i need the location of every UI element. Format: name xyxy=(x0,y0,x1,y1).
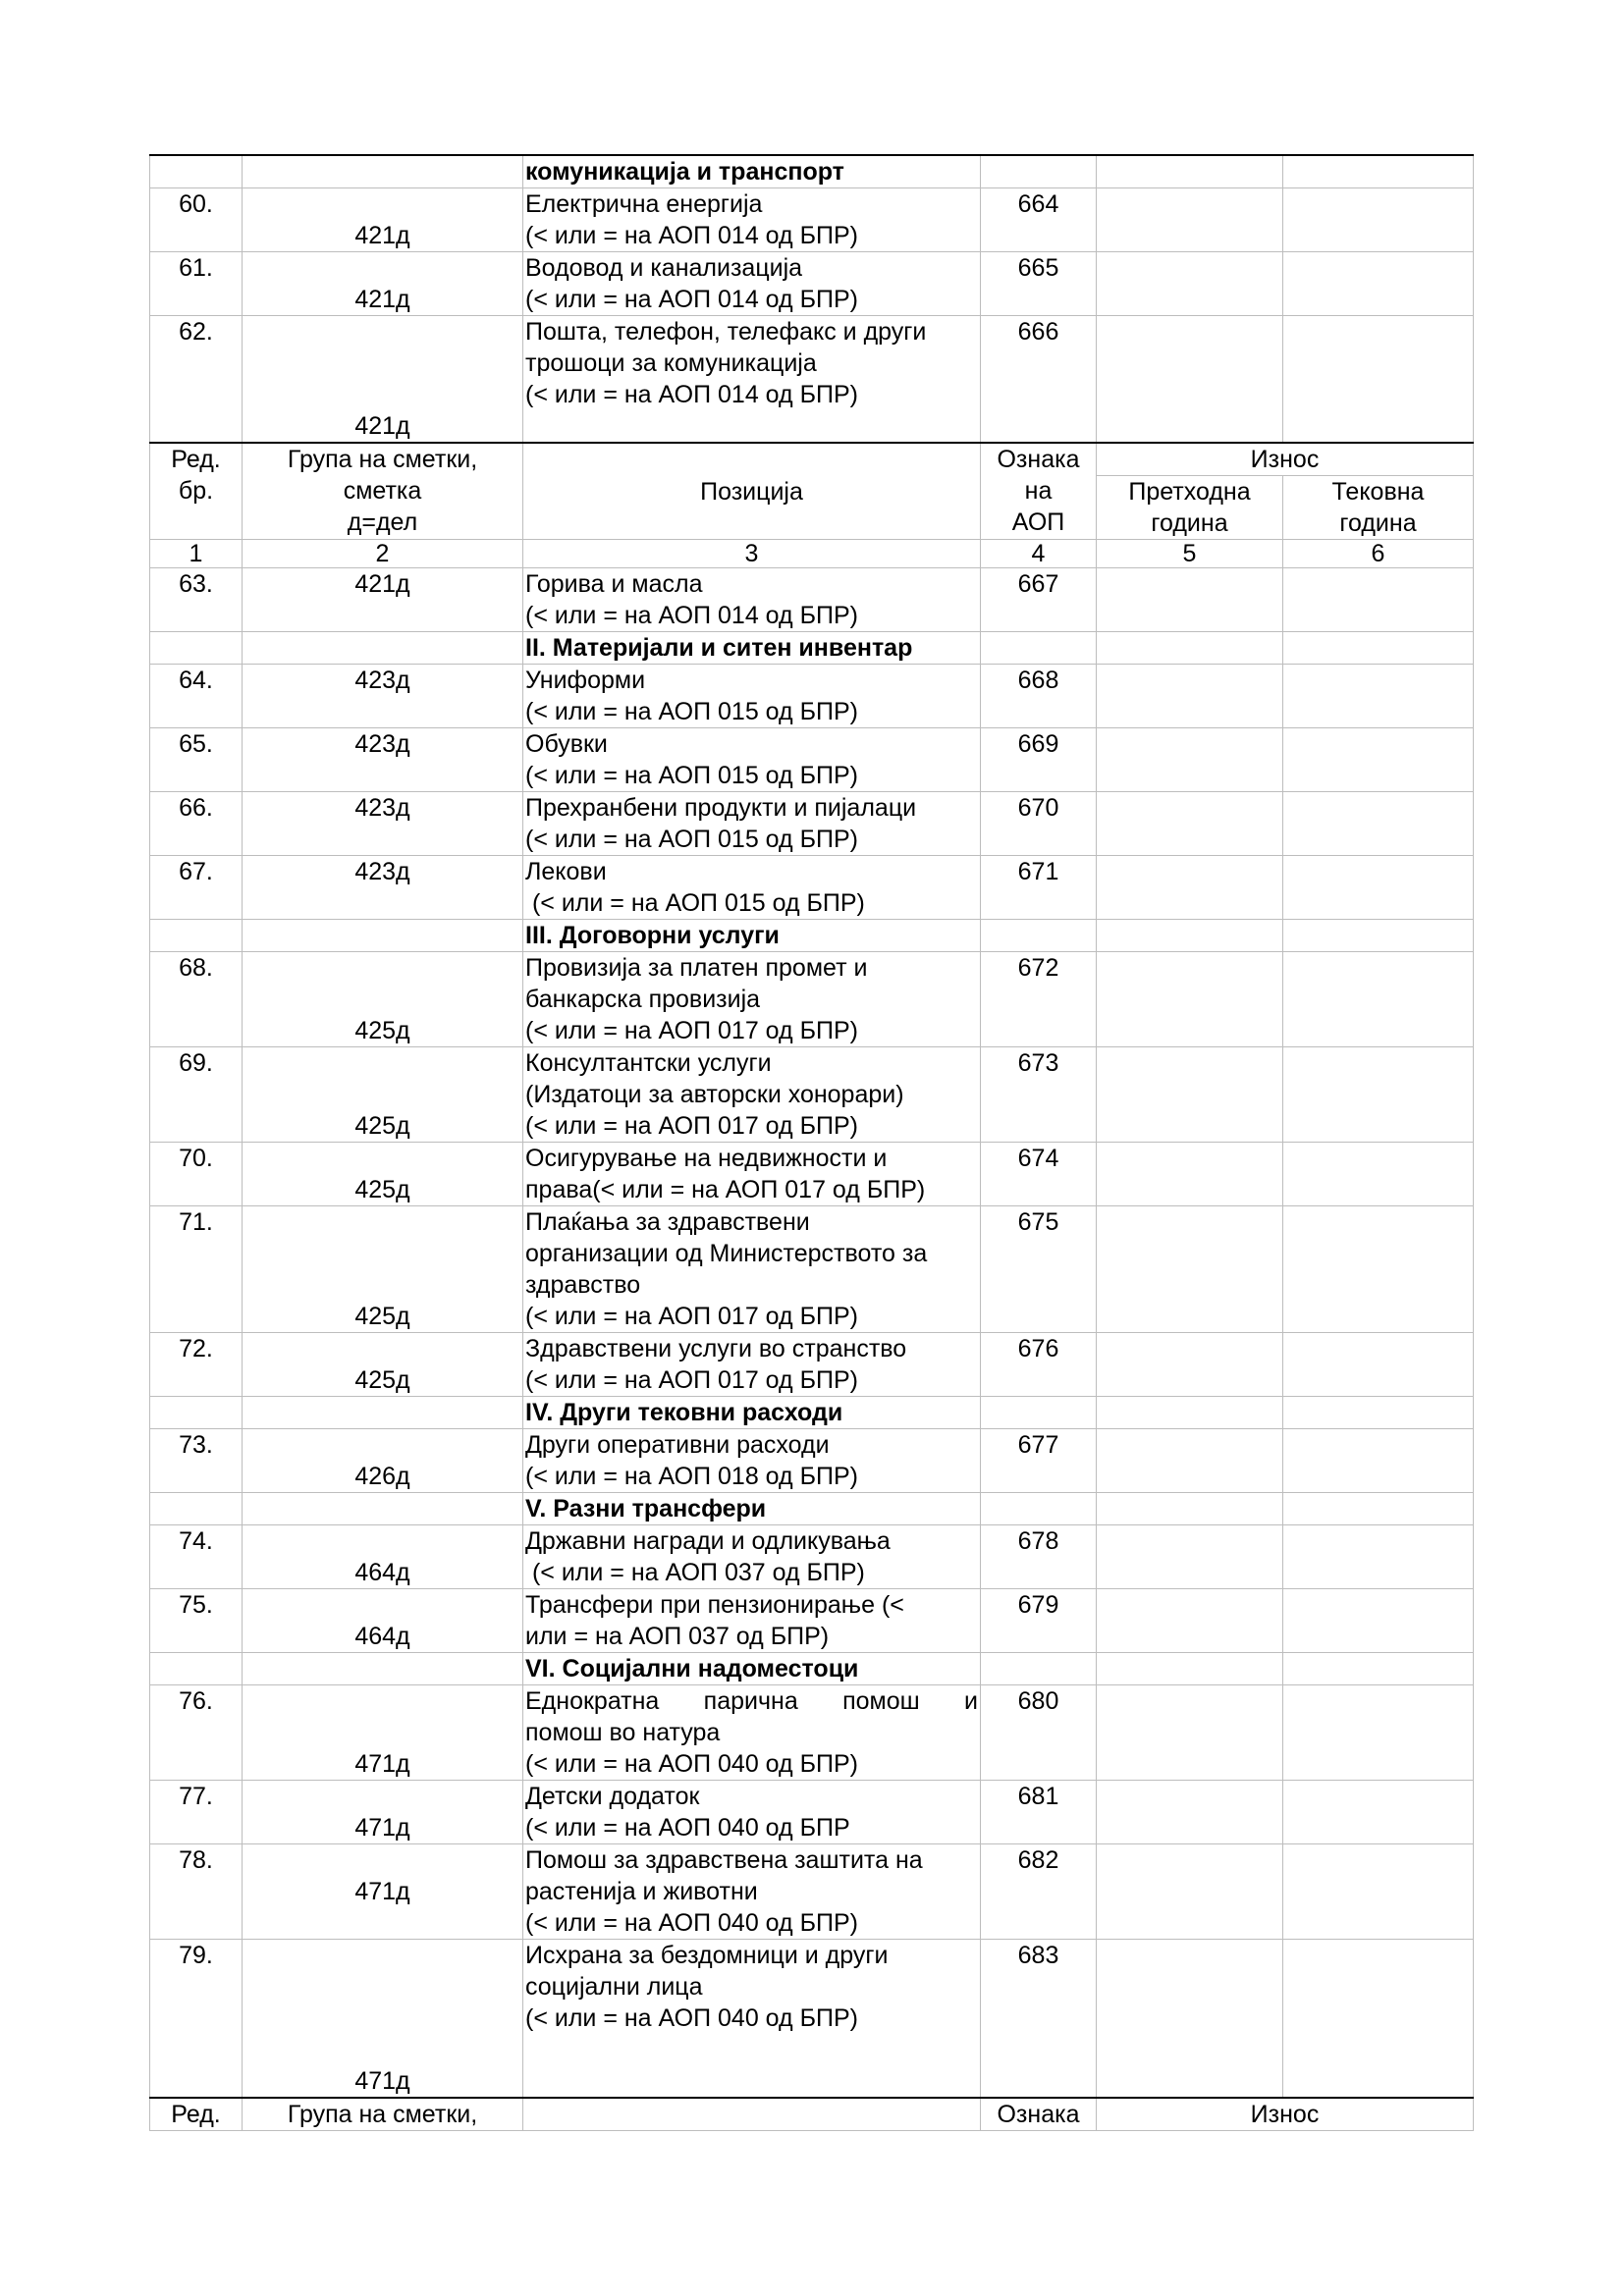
text-line: Други оперативни расходи xyxy=(525,1431,830,1459)
aop-cell xyxy=(981,1493,1097,1525)
position-text xyxy=(523,728,981,792)
next-page-header-row xyxy=(150,2098,1474,2131)
account-group: 423д xyxy=(243,728,523,792)
row-number-cell xyxy=(150,155,243,188)
text-line: на xyxy=(1024,477,1053,505)
text-line: права(< или = на АОП 017 од БПР) xyxy=(525,1176,926,1203)
table-row xyxy=(150,1206,1474,1333)
text-line: Здравствени услуги во странство xyxy=(525,1335,907,1362)
text-line: (< или = на АОП 014 од БПР) xyxy=(525,381,858,408)
text-line: бр. xyxy=(178,477,214,505)
aop-code: 674 xyxy=(981,1143,1097,1206)
table-row xyxy=(150,1940,1474,2099)
header-aop xyxy=(981,443,1097,540)
account-group: 423д xyxy=(243,792,523,856)
text-line: година xyxy=(1339,509,1417,537)
account-group: 471д xyxy=(243,1781,523,1844)
aop-code: 676 xyxy=(981,1333,1097,1397)
text-line: АОП xyxy=(1011,508,1065,536)
prev-year-cell xyxy=(1097,316,1283,444)
text-line: Лекови xyxy=(525,858,607,885)
prev-year-cell xyxy=(1097,1844,1283,1940)
row-number: 77. xyxy=(150,1781,243,1844)
row-number: 66. xyxy=(150,792,243,856)
footer-position xyxy=(523,2098,981,2131)
position-text xyxy=(523,1685,981,1781)
row-number: 71. xyxy=(150,1206,243,1333)
aop-cell xyxy=(981,632,1097,665)
position-text xyxy=(523,1206,981,1333)
header-previous-year xyxy=(1097,476,1283,540)
current-year-cell xyxy=(1283,1493,1474,1525)
aop-code: 683 xyxy=(981,1940,1097,2099)
text-line: Претходна xyxy=(1128,478,1251,506)
text-line: (< или = на АОП 015 од БПР) xyxy=(525,826,858,853)
position-text xyxy=(523,792,981,856)
header-current-year xyxy=(1283,476,1474,540)
column-number: 5 xyxy=(1097,540,1283,568)
aop-cell xyxy=(981,155,1097,188)
aop-cell xyxy=(981,1397,1097,1429)
header-position: Позиција xyxy=(523,443,981,540)
text-line: (< или = на АОП 014 од БПР) xyxy=(525,602,858,629)
prev-year-cell xyxy=(1097,1143,1283,1206)
prev-year-cell xyxy=(1097,920,1283,952)
text-line: помош во натура xyxy=(525,1719,721,1746)
text-line: д=дел xyxy=(347,508,418,536)
text-line: (< или = на АОП 040 од БПР xyxy=(525,1814,850,1842)
table-row xyxy=(150,1844,1474,1940)
account-group: 471д xyxy=(243,1844,523,1940)
position-text xyxy=(523,1143,981,1206)
current-year-cell xyxy=(1283,665,1474,728)
account-group: 423д xyxy=(243,856,523,920)
account-group: 471д xyxy=(243,1940,523,2099)
section-row xyxy=(150,632,1474,665)
table-row xyxy=(150,316,1474,444)
row-number-cell xyxy=(150,1397,243,1429)
prev-year-cell xyxy=(1097,632,1283,665)
row-number-cell xyxy=(150,1493,243,1525)
row-number: 75. xyxy=(150,1589,243,1653)
prev-year-cell xyxy=(1097,1397,1283,1429)
account-group: 464д xyxy=(243,1525,523,1589)
text-line: Плаќања за здравствени xyxy=(525,1208,810,1236)
table-row xyxy=(150,568,1474,632)
text-line: Ред. xyxy=(171,446,221,473)
aop-code: 682 xyxy=(981,1844,1097,1940)
current-year-cell xyxy=(1283,316,1474,444)
text-line: здравство xyxy=(525,1271,641,1299)
text-line: (< или = на АОП 017 од БПР) xyxy=(525,1366,858,1394)
footer-account-group: Група на сметки, xyxy=(243,2098,523,2131)
position-text xyxy=(523,1781,981,1844)
prev-year-cell xyxy=(1097,952,1283,1047)
text-line: Помош за здравствена заштита на xyxy=(525,1846,923,1874)
row-number: 61. xyxy=(150,252,243,316)
text-line: (< или = на АОП 040 од БПР) xyxy=(525,1750,858,1778)
text-line: Униформи xyxy=(525,667,646,694)
position-text xyxy=(523,252,981,316)
position-text xyxy=(523,1525,981,1589)
account-cell xyxy=(243,1397,523,1429)
prev-year-cell xyxy=(1097,1940,1283,2099)
current-year-cell xyxy=(1283,1844,1474,1940)
account-group: 471д xyxy=(243,1685,523,1781)
aop-code: 672 xyxy=(981,952,1097,1047)
position-text xyxy=(523,188,981,252)
account-cell xyxy=(243,1493,523,1525)
aop-code: 671 xyxy=(981,856,1097,920)
text-line: (< или = на АОП 017 од БПР) xyxy=(525,1112,858,1140)
text-line: Исхрана за бездомници и други xyxy=(525,1942,889,1969)
text-line: (< или = на АОП 017 од БПР) xyxy=(525,1017,858,1044)
position-text xyxy=(523,1047,981,1143)
prev-year-cell xyxy=(1097,792,1283,856)
aop-code: 669 xyxy=(981,728,1097,792)
current-year-cell xyxy=(1283,1685,1474,1781)
text-line: (Издатоци за авторски хонорари) xyxy=(525,1081,904,1108)
section-title: комуникација и транспорт xyxy=(523,155,981,188)
expense-table xyxy=(149,154,1474,2131)
text-line: (< или = на АОП 015 од БПР) xyxy=(525,762,858,789)
table-row xyxy=(150,1143,1474,1206)
text-line: трошоци за комуникација xyxy=(525,349,817,377)
row-number: 69. xyxy=(150,1047,243,1143)
text-line xyxy=(525,410,978,442)
current-year-cell xyxy=(1283,728,1474,792)
section-row xyxy=(150,1397,1474,1429)
table-row xyxy=(150,792,1474,856)
text-line: Државни награди и одликувања xyxy=(525,1527,891,1555)
account-group: 425д xyxy=(243,1047,523,1143)
prev-year-cell xyxy=(1097,1781,1283,1844)
current-year-cell xyxy=(1283,1206,1474,1333)
row-number-cell xyxy=(150,1653,243,1685)
header-amount: Износ xyxy=(1097,443,1474,476)
text-line: Прехранбени продукти и пијалаци xyxy=(525,794,917,822)
column-number: 3 xyxy=(523,540,981,568)
table-row xyxy=(150,1525,1474,1589)
current-year-cell xyxy=(1283,1047,1474,1143)
table-row xyxy=(150,665,1474,728)
footer-aop: Ознака xyxy=(981,2098,1097,2131)
row-number: 79. xyxy=(150,1940,243,2099)
text-line: социјални лица xyxy=(525,1973,703,2001)
column-header-row xyxy=(150,443,1474,476)
text-line: Електрична енергија xyxy=(525,190,763,218)
prev-year-cell xyxy=(1097,856,1283,920)
section-row xyxy=(150,155,1474,188)
current-year-cell xyxy=(1283,1143,1474,1206)
prev-year-cell xyxy=(1097,728,1283,792)
text-line: (< или = на АОП 040 од БПР) xyxy=(525,1909,858,1937)
aop-code: 665 xyxy=(981,252,1097,316)
prev-year-cell xyxy=(1097,188,1283,252)
account-group: 421д xyxy=(243,252,523,316)
account-cell xyxy=(243,920,523,952)
current-year-cell xyxy=(1283,155,1474,188)
text-line: (< или = на АОП 014 од БПР) xyxy=(525,286,858,313)
text-line: банкарска провизија xyxy=(525,986,761,1013)
text-line: или = на АОП 037 од БПР) xyxy=(525,1623,830,1650)
position-text xyxy=(523,316,981,444)
current-year-cell xyxy=(1283,920,1474,952)
current-year-cell xyxy=(1283,252,1474,316)
row-number-cell xyxy=(150,920,243,952)
text-line: Тековна xyxy=(1331,478,1425,506)
aop-code: 678 xyxy=(981,1525,1097,1589)
row-number: 70. xyxy=(150,1143,243,1206)
current-year-cell xyxy=(1283,1589,1474,1653)
aop-cell xyxy=(981,920,1097,952)
aop-code: 667 xyxy=(981,568,1097,632)
text-line: Детски додаток xyxy=(525,1783,700,1810)
prev-year-cell xyxy=(1097,1333,1283,1397)
current-year-cell xyxy=(1283,568,1474,632)
prev-year-cell xyxy=(1097,1525,1283,1589)
account-group: 425д xyxy=(243,952,523,1047)
prev-year-cell xyxy=(1097,155,1283,188)
section-row xyxy=(150,920,1474,952)
account-group: 425д xyxy=(243,1143,523,1206)
text-line: Обувки xyxy=(525,730,608,758)
aop-cell xyxy=(981,1653,1097,1685)
prev-year-cell xyxy=(1097,1206,1283,1333)
account-group: 421д xyxy=(243,316,523,444)
current-year-cell xyxy=(1283,1397,1474,1429)
account-cell xyxy=(243,632,523,665)
table-row xyxy=(150,856,1474,920)
prev-year-cell xyxy=(1097,665,1283,728)
prev-year-cell xyxy=(1097,1589,1283,1653)
table-body xyxy=(150,155,1474,2131)
prev-year-cell xyxy=(1097,1047,1283,1143)
aop-code: 666 xyxy=(981,316,1097,444)
account-cell xyxy=(243,1653,523,1685)
column-number: 2 xyxy=(243,540,523,568)
text-line: Еднократна парична помош и xyxy=(525,1687,978,1715)
prev-year-cell xyxy=(1097,1653,1283,1685)
aop-code: 681 xyxy=(981,1781,1097,1844)
aop-code: 673 xyxy=(981,1047,1097,1143)
account-group: 421д xyxy=(243,188,523,252)
text-line: Пошта, телефон, телефакс и други xyxy=(525,318,927,346)
text-line xyxy=(525,2065,978,2097)
table-row xyxy=(150,1589,1474,1653)
row-number: 62. xyxy=(150,316,243,444)
text-line: (< или = на АОП 017 од БПР) xyxy=(525,1303,858,1330)
column-number: 4 xyxy=(981,540,1097,568)
account-group: 464д xyxy=(243,1589,523,1653)
current-year-cell xyxy=(1283,1940,1474,2099)
account-group: 425д xyxy=(243,1206,523,1333)
aop-code: 664 xyxy=(981,188,1097,252)
section-title: IV. Други тековни расходи xyxy=(523,1397,981,1429)
prev-year-cell xyxy=(1097,1685,1283,1781)
current-year-cell xyxy=(1283,1781,1474,1844)
position-text xyxy=(523,1844,981,1940)
footer-amount: Износ xyxy=(1097,2098,1474,2131)
table-row xyxy=(150,188,1474,252)
text-line: (< или = на АОП 040 од БПР) xyxy=(525,2004,858,2032)
aop-code: 670 xyxy=(981,792,1097,856)
section-title: VI. Социјални надоместоци xyxy=(523,1653,981,1685)
table-row xyxy=(150,1333,1474,1397)
text-line: (< или = на АОП 015 од БПР) xyxy=(525,889,865,917)
row-number: 63. xyxy=(150,568,243,632)
current-year-cell xyxy=(1283,632,1474,665)
account-group: 425д xyxy=(243,1333,523,1397)
text-line: Консултантски услуги xyxy=(525,1049,772,1077)
table-row xyxy=(150,1781,1474,1844)
aop-code: 677 xyxy=(981,1429,1097,1493)
text-line: (< или = на АОП 037 од БПР) xyxy=(525,1559,865,1586)
current-year-cell xyxy=(1283,792,1474,856)
current-year-cell xyxy=(1283,1525,1474,1589)
row-number: 67. xyxy=(150,856,243,920)
aop-code: 675 xyxy=(981,1206,1097,1333)
row-number: 76. xyxy=(150,1685,243,1781)
account-group: 426д xyxy=(243,1429,523,1493)
text-line: Група на сметки, xyxy=(287,446,478,473)
column-number-row xyxy=(150,540,1474,568)
account-group: 423д xyxy=(243,665,523,728)
section-row xyxy=(150,1493,1474,1525)
position-text xyxy=(523,952,981,1047)
position-text xyxy=(523,568,981,632)
footer-row-number: Ред. xyxy=(150,2098,243,2131)
text-line xyxy=(525,2034,978,2065)
text-line: Осигурување на недвижности и xyxy=(525,1145,888,1172)
current-year-cell xyxy=(1283,952,1474,1047)
current-year-cell xyxy=(1283,188,1474,252)
text-line: организации од Министерството за xyxy=(525,1240,928,1267)
text-line: Горива и масла xyxy=(525,570,703,598)
row-number: 73. xyxy=(150,1429,243,1493)
header-row-number xyxy=(150,443,243,540)
row-number: 74. xyxy=(150,1525,243,1589)
table-row xyxy=(150,252,1474,316)
row-number: 64. xyxy=(150,665,243,728)
text-line: (< или = на АОП 015 од БПР) xyxy=(525,698,858,725)
current-year-cell xyxy=(1283,856,1474,920)
text-line: Трансфери при пензионирање (< xyxy=(525,1591,904,1619)
row-number-cell xyxy=(150,632,243,665)
text-line: година xyxy=(1151,509,1228,537)
prev-year-cell xyxy=(1097,1493,1283,1525)
position-text xyxy=(523,1429,981,1493)
position-text xyxy=(523,665,981,728)
prev-year-cell xyxy=(1097,1429,1283,1493)
column-number: 1 xyxy=(150,540,243,568)
account-group: 421д xyxy=(243,568,523,632)
section-title: V. Разни трансфери xyxy=(523,1493,981,1525)
row-number: 60. xyxy=(150,188,243,252)
position-text xyxy=(523,1589,981,1653)
text-line: сметка xyxy=(343,477,422,505)
aop-code: 679 xyxy=(981,1589,1097,1653)
column-number: 6 xyxy=(1283,540,1474,568)
table-row xyxy=(150,952,1474,1047)
section-row xyxy=(150,1653,1474,1685)
text-line: (< или = на АОП 014 од БПР) xyxy=(525,222,858,249)
table-row xyxy=(150,1429,1474,1493)
text-line: Провизија за платен промет и xyxy=(525,954,868,982)
text-line: (< или = на АОП 018 од БПР) xyxy=(525,1463,858,1490)
table-row xyxy=(150,1685,1474,1781)
row-number: 68. xyxy=(150,952,243,1047)
prev-year-cell xyxy=(1097,568,1283,632)
header-account-group xyxy=(243,443,523,540)
current-year-cell xyxy=(1283,1653,1474,1685)
section-title: III. Договорни услуги xyxy=(523,920,981,952)
section-title: II. Материјали и ситен инвентар xyxy=(523,632,981,665)
aop-code: 668 xyxy=(981,665,1097,728)
text-line: Водовод и канализација xyxy=(525,254,803,282)
position-text xyxy=(523,1333,981,1397)
table-row xyxy=(150,1047,1474,1143)
current-year-cell xyxy=(1283,1429,1474,1493)
text-line: Ознака xyxy=(997,446,1080,473)
table-row xyxy=(150,728,1474,792)
row-number: 72. xyxy=(150,1333,243,1397)
position-text xyxy=(523,1940,981,2099)
aop-code: 680 xyxy=(981,1685,1097,1781)
row-number: 65. xyxy=(150,728,243,792)
text-line: растенија и животни xyxy=(525,1878,758,1905)
prev-year-cell xyxy=(1097,252,1283,316)
row-number: 78. xyxy=(150,1844,243,1940)
position-text xyxy=(523,856,981,920)
current-year-cell xyxy=(1283,1333,1474,1397)
account-cell xyxy=(243,155,523,188)
